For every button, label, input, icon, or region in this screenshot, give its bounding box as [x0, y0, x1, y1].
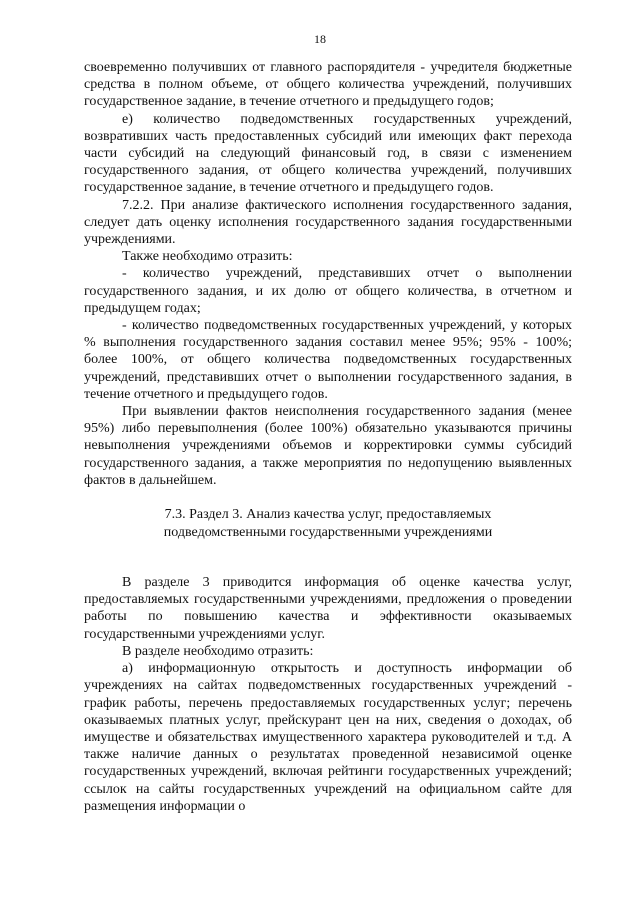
paragraph: своевременно получивших от главного распорядителя - учредителя бюджетные средства в полном объеме, от общего количества учреждений, получивших государственное задание, в течение отчетного и предыдущего годов;	[84, 60, 572, 110]
paragraph: Также необходимо отразить:	[122, 249, 293, 265]
section-heading-line: 7.3. Раздел 3. Анализ качества услуг, предоставляемых	[164, 507, 492, 523]
paragraph: 7.2.2. При анализе фактического исполнения государственного задания, следует дать оценку исполнения государственного задания государственными учреждениями.	[84, 197, 572, 248]
list-item: - количество подведомственных государственных учреждений, у которых % выполнения государственного задания составил менее 95%; 95% - 100%; более 100%, от общего количества подведомственных государственных учреждений, представивших отчет о выполнении государственного задания, в течение отчетного и предыдущего годов.	[84, 318, 572, 402]
list-item: а) информационную открытость и доступность информации об учреждениях на сайтах подведомственных государственных учреждений - график работы, перечень предоставляемых государственных услуг; перечень оказываемых платных услуг, прейскурант цен на них, сведения о доходах, об имуществе и обязательствах имущественного характера руководителей и т.д. А также наличие данных о результатах проведенной независимой оценке государственных учреждений, включая рейтинги государственных учреждений; ссылок на сайты государственных учреждений на официальном сайте для размещения информации о	[84, 661, 572, 814]
document-body	[84, 59, 572, 815]
paragraph: е) количество подведомственных государственных учреждений, возвративших часть предоставленных субсидий или имеющих факт перехода части субсидий на следующий финансовый год, в связи с изменением государственного задания, от общего количества учреждений, получивших государственное задание, в течение отчетного и предыдущего годов.	[84, 111, 572, 196]
paragraph: В разделе необходимо отразить:	[122, 643, 314, 659]
paragraph: При выявлении фактов неисполнения государственного задания (менее 95%) либо перевыполнения (более 100%) обязательно указываются причины невыполнения учреждениями объемов и корректировки суммы субсидий государственного задания, а также мероприятия по недопущению выявленных фактов в дальнейшем.	[84, 404, 572, 488]
paragraph: В разделе 3 приводится информация об оценке качества услуг, предоставляемых государственными учреждениями, предложения о проведении работы по повышению качества и эффективности оказываемых государственными учреждениями услуг.	[84, 575, 572, 642]
list-item: - количество учреждений, представивших отчет о выполнении государственного задания, и их долю от общего количества, в отчетном и предыдущем годах;	[84, 266, 572, 316]
section-heading	[84, 506, 572, 541]
page-number: 18	[314, 32, 326, 46]
section-heading-line: подведомственными государственными учреждениями	[163, 524, 493, 540]
